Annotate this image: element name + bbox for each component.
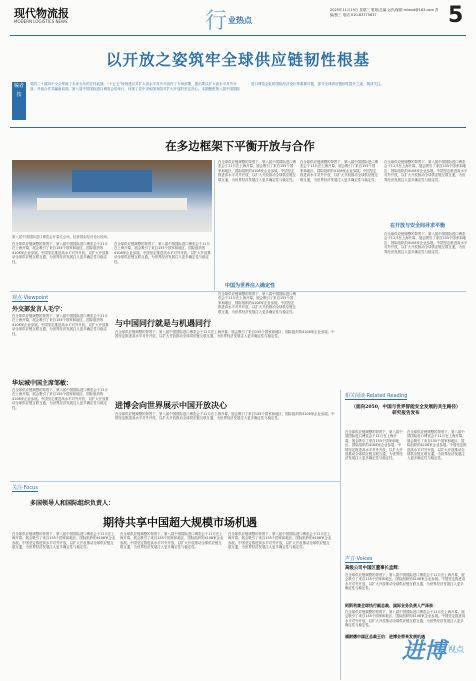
page-number: 5	[448, 3, 464, 28]
section-character: 行	[205, 9, 228, 34]
article-body: 在全球供应链调整的背景下，第八届中国国际进口博览会于11月在上海开幕，展会吸引了来自155个国家和地区、国际组织的4108家企业参展。中国坚定推进高水平对外开放，以扩大开放推动全球供应链互联互通，为世界经济发展注入更多确定性与稳定性。	[115, 330, 335, 339]
article-body: 在全球供应链调整的背景下，第八届中国国际进口博览会于11月在上海开幕，展会吸引了来自155个国家和地区、国际组织的4108家企业参展。中国坚定推进高水平对外开放，以扩大开放推动全球供应链互联互通，为世界经济发展注入更多确定性与稳定性。	[218, 292, 296, 314]
section-related: 相关阅读·Related Reading	[345, 393, 408, 399]
section-focus: 关注·Focus	[12, 485, 38, 491]
article-title: 进博会向世界展示中国开放决心	[115, 400, 227, 410]
section-voices: 声音·Voices	[345, 556, 373, 562]
article-body: 在全球供应链调整的背景下，第八届中国国际进口博览会于11月在上海开幕，展会吸引了来自155个国家和地区、国际组织的4108家企业参展。中国坚定推进高水平对外开放，以扩大开放推动全球供应链互联互通，为世界经济发展注入更多确定性与稳定性。	[228, 532, 332, 550]
brand-mark-sub: 视点	[448, 645, 464, 654]
article-body: 在全球供应链调整的背景下，第八届中国国际进口博览会于11月在上海开幕，展会吸引了来自155个国家和地区、国际组织的4108家企业参展。中国坚定推进高水平对外开放，以扩大开放推动全球供应链互联互通，为世界经济发展注入更多确定性与稳定性。	[115, 412, 335, 421]
article-title: 多国领导人和国际组织负责人：	[30, 500, 115, 507]
article-title: （面向2050，中国与世界智能安全发展的共生路径）研究报告发布	[351, 405, 461, 416]
article-body: 在全球供应链调整的背景下，第八届中国国际进口博览会于11月在上海开幕，展会吸引了来自155个国家和地区、国际组织的4108家企业参展。中国坚定推进高水平对外开放，以扩大开放推动全球供应链互联互通，为世界经济发展注入更多确定性与稳定性。	[345, 610, 466, 628]
article-subhead: 在开放与安全间寻求平衡	[390, 223, 446, 229]
stage-screen	[72, 170, 152, 192]
article-body: 在全球供应链调整的背景下，第八届中国国际进口博览会于11月在上海开幕，展会吸引了来自155个国家和地区、国际组织的4108家企业参展。中国坚定推进高水平对外开放，以扩大开放推动全球供应链互联互通，为世界经济发展注入更多确定性与稳定性。	[300, 160, 378, 182]
article-title: 华坛城中国主席邹敏：	[12, 380, 73, 387]
masthead	[0, 0, 476, 40]
newspaper-logo: 现代物流报	[14, 7, 69, 20]
masthead-rule	[10, 35, 466, 36]
sub-title: 在多边框架下平衡开放与合作	[165, 139, 315, 153]
editor-note-text: 党的二十届四中全会擘画了未来五年的宏伟蓝图。“十五五”规划建议对扩大高水平对外开放作了专章部署，提出要以扩大高水平对外开放，开创合作共赢新局面。第八届中国国际进口博览会的举行，体现了党中央和国务院对扩大开放的坚定决心。本期聚焦第八届中国国际进口博览会虹桥国际经济论坛等重要议题，探寻全球供应链韧性提升之道，敬请关注。	[30, 82, 384, 91]
photo-caption: 第八届中国国际进口博览会开幕式会场，虹桥国际经济论坛现场。	[12, 235, 111, 239]
editor-note-label: 编者按	[12, 82, 26, 120]
article-title: 高级公司中国区董事长孟辉：	[345, 566, 403, 571]
stage	[37, 198, 187, 210]
divider	[10, 127, 466, 128]
conference-photo	[12, 160, 212, 232]
main-title: 以开放之姿筑牢全球供应链韧性根基	[105, 50, 370, 69]
newspaper-logo-sub: MODERN LOGISTICS NEWS	[14, 19, 68, 24]
article-subhead: 中国为世界注入确定性	[225, 283, 276, 289]
section-divider	[10, 481, 340, 482]
article-body: 在全球供应链调整的背景下，第八届中国国际进口博览会于11月在上海开幕，展会吸引了来自155个国家和地区、国际组织的4108家企业参展。中国坚定推进高水平对外开放，以扩大开放推动全球供应链互联互通，为世界经济发展注入更多确定性与稳定性。	[12, 532, 116, 550]
header-info: 2025年11月19日 星期三 策划/总编 运作/邮箱 mlwxd@163.com 责编/张三 电话 010-83775637	[330, 8, 439, 17]
article-body: 在全球供应链调整的背景下，第八届中国国际进口博览会于11月在上海开幕，展会吸引了来自155个国家和地区、国际组织的4108家企业参展。中国坚定推进高水平对外开放，以扩大开放推动全球供应链互联互通，为世界经济发展注入更多确定性与稳定性。	[114, 242, 211, 264]
section-divider	[10, 291, 466, 292]
article-body: 在全球供应链调整的背景下，第八届中国国际进口博览会于11月在上海开幕，展会吸引了来自155个国家和地区、国际组织的4108家企业参展。中国坚定推进高水平对外开放，以扩大开放推动全球供应链互联互通，为世界经济发展注入更多确定性与稳定性。	[120, 532, 224, 550]
article-body: 在全球供应链调整的背景下，第八届中国国际进口博览会于11月在上海开幕，展会吸引了来自155个国家和地区、国际组织的4108家企业参展。中国坚定推进高水平对外开放，以扩大开放推动全球供应链互联互通，为世界经济发展注入更多确定性与稳定性。	[218, 160, 296, 182]
article-title: 福耐德中国区总裁王伯：进博会带来发展机遇	[345, 634, 425, 639]
article-body: 在全球供应链调整的背景下，第八届中国国际进口博览会于11月在上海开幕，展会吸引了来自155个国家和地区、国际组织的4108家企业参展。中国坚定推进高水平对外开放，以扩大开放推动全球供应链互联互通，为世界经济发展注入更多确定性与稳定性。	[12, 314, 109, 336]
article-body: 在全球供应链调整的背景下，第八届中国国际进口博览会于11月在上海开幕，展会吸引了来自155个国家和地区、国际组织的4108家企业参展。中国坚定推进高水平对外开放，以扩大开放推动全球供应链互联互通，为世界经济发展注入更多确定性与稳定性。	[345, 430, 403, 461]
section-viewpoint: 观点·Viewpoint	[12, 295, 49, 301]
article-title: 外交部发言人毛宁：	[12, 306, 67, 313]
brand-mark: 进博	[402, 638, 447, 664]
column-divider	[214, 160, 215, 290]
article-body: 在全球供应链调整的背景下，第八届中国国际进口博览会于11月在上海开幕，展会吸引了来自155个国家和地区、国际组织的4108家企业参展。中国坚定推进高水平对外开放，以扩大开放推动全球供应链互联互通，为世界经济发展注入更多确定性与稳定性。	[345, 573, 466, 591]
article-body: 在全球供应链调整的背景下，第八届中国国际进口博览会于11月在上海开幕，展会吸引了来自155个国家和地区、国际组织的4108家企业参展。中国坚定推进高水平对外开放，以扩大开放推动全球供应链互联互通，为世界经济发展注入更多确定性与稳定性。	[12, 242, 109, 264]
article-title: 阿斯利康全球执行副总裁、国际业务负责人严泽亲：	[345, 603, 437, 608]
column-divider	[340, 390, 341, 680]
article-body: 在全球供应链调整的背景下，第八届中国国际进口博览会于11月在上海开幕，展会吸引了来自155个国家和地区、国际组织的4108家企业参展。中国坚定推进高水平对外开放，以扩大开放推动全球供应链互联互通，为世界经济发展注入更多确定性与稳定性。	[384, 160, 468, 182]
article-title: 期待共享中国超大规模市场机遇	[103, 516, 257, 529]
section-name: 业热点	[228, 16, 252, 25]
article-title: 与中国同行就是与机遇同行	[115, 318, 211, 328]
article-body: 在全球供应链调整的背景下，第八届中国国际进口博览会于11月在上海开幕，展会吸引了来自155个国家和地区、国际组织的4108家企业参展。中国坚定推进高水平对外开放，以扩大开放推动全球供应链互联互通，为世界经济发展注入更多确定性与稳定性。	[384, 232, 468, 254]
article-body: 在全球供应链调整的背景下，第八届中国国际进口博览会于11月在上海开幕，展会吸引了来自155个国家和地区、国际组织的4108家企业参展。中国坚定推进高水平对外开放，以扩大开放推动全球供应链互联互通，为世界经济发展注入更多确定性与稳定性。	[407, 430, 467, 461]
article-body: 在全球供应链调整的背景下，第八届中国国际进口博览会于11月在上海开幕，展会吸引了来自155个国家和地区、国际组织的4108家企业参展。中国坚定推进高水平对外开放，以扩大开放推动全球供应链互联互通，为世界经济发展注入更多确定性与稳定性。	[12, 388, 109, 410]
